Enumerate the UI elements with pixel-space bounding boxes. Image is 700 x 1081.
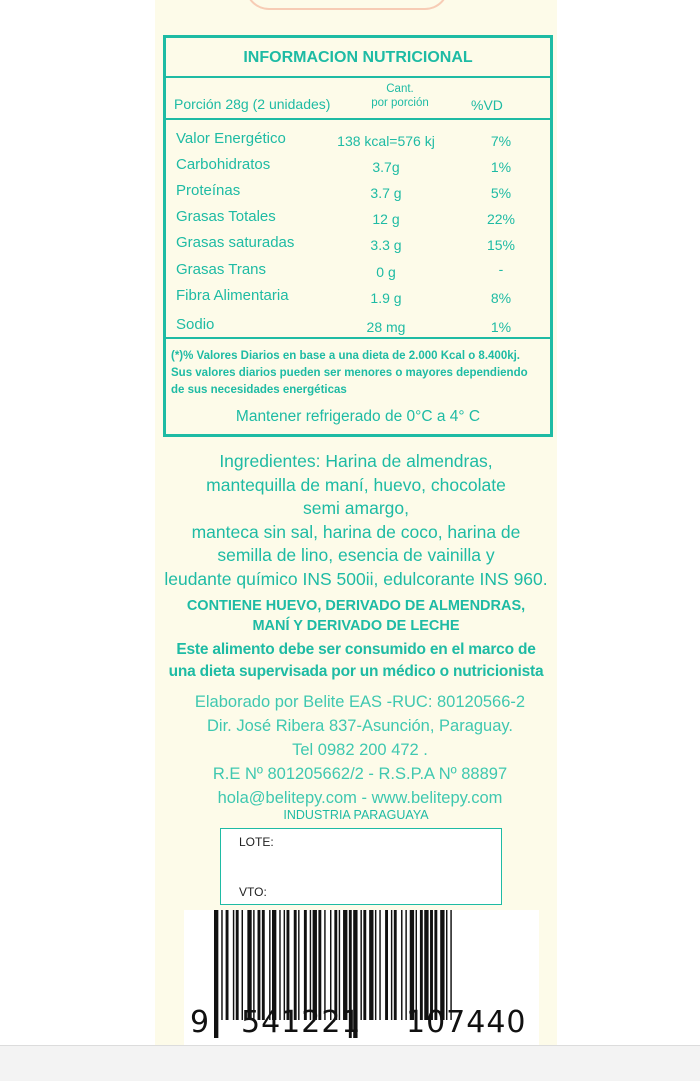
barcode — [184, 910, 539, 1045]
barcode-bar — [385, 910, 388, 1020]
daily-value-footnote: (*)% Valores Diarios en base a una dieta de 2.000 Kcal o 8.400kj. Sus valores diarios pueden ser menores o mayores dependiendo de sus necesidades energéticas — [171, 350, 528, 396]
barcode-bar — [391, 910, 392, 1020]
barcode-first-digit: 9 — [190, 1005, 210, 1040]
barcode-bar — [434, 910, 437, 1020]
nutrient-row — [166, 287, 550, 311]
industry-origin: INDUSTRIA PARAGUAYA — [283, 808, 429, 822]
nutrition-title: INFORMACION NUTRICIONAL — [166, 38, 550, 78]
expiry-label: VTO: — [239, 885, 267, 899]
barcode-bar — [287, 910, 290, 1020]
allergen-warning: CONTIENE HUEVO, DERIVADO DE ALMENDRAS, MANÍ Y DERIVADO DE LECHE — [186, 598, 526, 634]
nutrient-row — [166, 208, 550, 232]
nutrient-name: Carbohidratos — [176, 156, 271, 173]
barcode-bar — [298, 910, 299, 1020]
nutrient-row — [166, 130, 550, 154]
barcode-bar — [410, 910, 414, 1020]
nutrient-amount: 1.9 g — [370, 290, 402, 306]
barcode-bar — [226, 910, 229, 1020]
nutrient-vd: 22% — [486, 211, 516, 227]
nutrient-amount: 3.3 g — [370, 237, 402, 253]
nutrient-row — [166, 182, 550, 206]
barcode-bar — [360, 910, 361, 1020]
barcode-bar — [304, 910, 307, 1020]
nutrient-name: Fibra Alimentaria — [176, 287, 289, 304]
barcode-bar — [339, 910, 340, 1020]
barcode-bar — [272, 910, 276, 1020]
nutrient-row — [166, 261, 550, 285]
barcode-bar — [258, 910, 261, 1020]
barcode-bar — [430, 910, 433, 1020]
nutrient-row — [166, 234, 550, 258]
barcode-bar — [242, 910, 243, 1020]
barcode-bar — [279, 910, 280, 1020]
barcode-bar — [324, 910, 325, 1020]
lot-expiry-box — [220, 828, 502, 905]
barcode-group-left: 541221 — [241, 1005, 362, 1040]
nutrient-vd: 15% — [486, 237, 516, 253]
lot-label: LOTE: — [239, 835, 274, 849]
barcode-bar — [269, 910, 270, 1020]
barcode-bar — [420, 910, 423, 1020]
nutrient-vd: 5% — [490, 185, 512, 201]
barcode-bar — [394, 910, 397, 1020]
barcode-bar — [450, 910, 451, 1020]
barcode-group-right: 107440 — [406, 1005, 527, 1040]
vd-header: %VD — [471, 97, 503, 113]
barcode-bar — [310, 910, 311, 1020]
bottom-strip — [0, 1045, 700, 1081]
diet-notice: Este alimento debe ser consumido en el marco de una dieta supervisada por un médico o nutricionista — [168, 641, 544, 680]
barcode-bar — [343, 910, 347, 1020]
barcode-bar — [236, 910, 239, 1020]
manufacturer-info: Elaborado por Belite EAS -RUC: 80120566-2 Dir. José Ribera 837-Asunción, Paraguay. Tel 0982 200 472 . R.E Nº 801205662/2 - R.S.P.A Nº 88897 hola@belitepy.com - www.belitepy.com — [194, 693, 526, 807]
nutrient-name: Sodio — [176, 316, 215, 333]
nutrient-name: Grasas Trans — [176, 261, 267, 278]
barcode-bar — [446, 910, 447, 1020]
nutrient-vd: 1% — [490, 319, 512, 335]
barcode-bar — [424, 910, 428, 1020]
barcode-bar — [330, 910, 331, 1020]
barcode-bar — [221, 910, 222, 1020]
nutrient-vd: 1% — [490, 159, 512, 175]
barcode-bar — [405, 910, 406, 1020]
barcode-bar — [262, 910, 265, 1020]
barcode-bar — [334, 910, 337, 1020]
nutrient-row — [166, 156, 550, 180]
barcode-bar — [247, 910, 251, 1020]
nutrient-amount: 138 kcal=576 kj — [337, 133, 435, 149]
nutrient-vd: 7% — [490, 133, 512, 149]
nutrient-amount: 3.7 g — [370, 185, 402, 201]
divider — [166, 337, 550, 339]
barcode-bar — [318, 910, 321, 1020]
nutrient-amount: 3.7g — [372, 159, 400, 175]
barcode-bar — [416, 910, 417, 1020]
barcode-bar — [253, 910, 254, 1020]
nutrient-name: Valor Energético — [176, 130, 286, 147]
barcode-bar — [233, 910, 234, 1020]
barcode-bar — [363, 910, 366, 1020]
nutrient-name: Grasas saturadas — [176, 234, 295, 251]
barcode-bar — [369, 910, 373, 1020]
barcode-bar — [313, 910, 317, 1020]
portion-size: Porción 28g (2 unidades) — [174, 96, 331, 112]
nutrition-header — [166, 78, 550, 120]
barcode-bar — [379, 910, 380, 1020]
nutrient-amount: 0 g — [376, 264, 396, 280]
nutrient-amount: 12 g — [372, 211, 400, 227]
top-decoration — [245, 0, 449, 10]
barcode-bar — [440, 910, 444, 1020]
nutrient-name: Proteínas — [176, 182, 241, 199]
nutrition-facts-box — [163, 35, 553, 437]
barcode-bar — [401, 910, 402, 1020]
barcode-bar — [284, 910, 285, 1020]
storage-instructions: Mantener refrigerado de 0°C a 4° C — [235, 408, 481, 425]
ingredients-text: Ingredientes: Harina de almendras, mantequilla de maní, huevo, chocolate semi amargo, manteca sin sal, harina de coco, harina de semilla de lino, esencia de vainilla y leudante químico INS 500ii, edulcorante INS 960. — [164, 451, 548, 589]
nutrient-name: Grasas Totales — [176, 208, 276, 225]
barcode-bar — [375, 910, 376, 1020]
nutrient-vd: 8% — [490, 290, 512, 306]
nutrient-vd: - — [498, 261, 504, 277]
barcode-bar — [294, 910, 297, 1020]
barcode-bar — [214, 910, 218, 1038]
amount-header: Cant. por porción — [371, 83, 429, 109]
nutrient-amount: 28 mg — [366, 319, 406, 335]
